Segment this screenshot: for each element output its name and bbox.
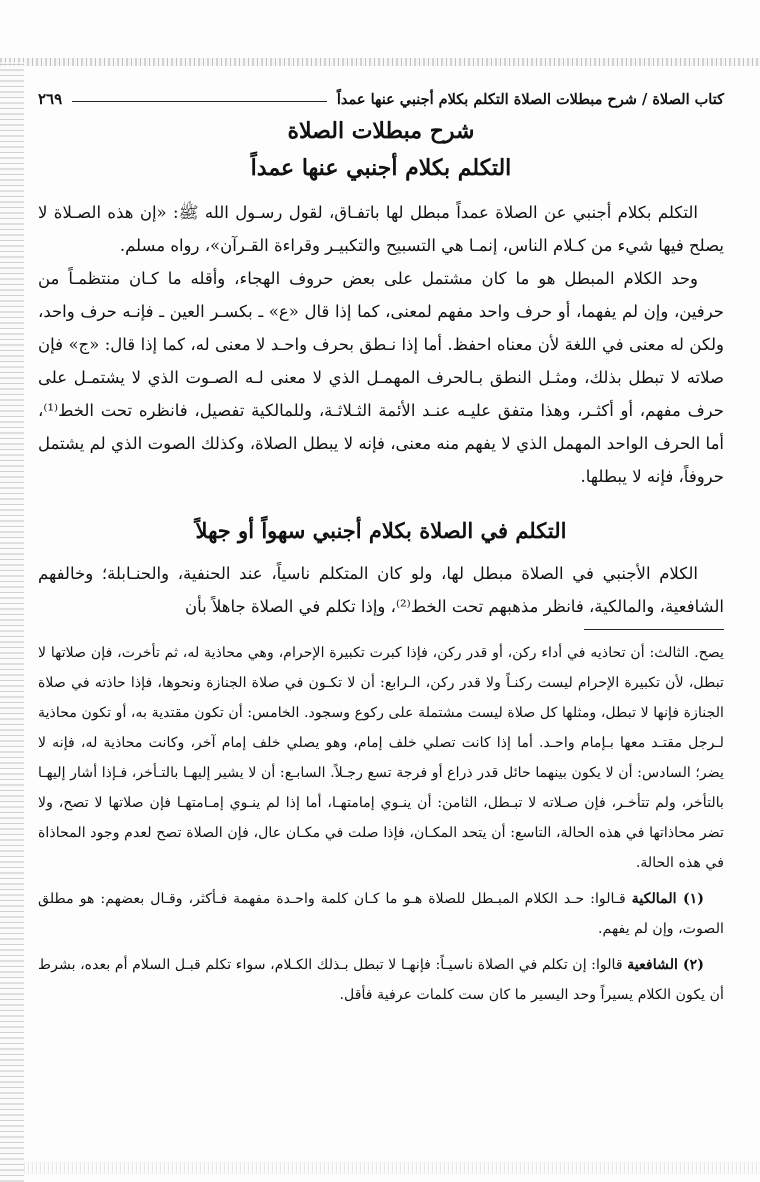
footnote-2-text: قالوا: إن تكلم في الصلاة ناسيـاً: فإنهـا لا تبطل بـذلك الكـلام، سواء تكلم قبـل السلام أم بعده، بشرط أن يكون الكلام يسيراً وحد اليسير ما كان ست كلمات عرفية فأقل. [38,957,724,1003]
book-page [38,78,724,1016]
page-number: ٢٦٩ [38,90,63,108]
footnote-1 [38,884,724,944]
running-head-rule [72,101,327,102]
body-paragraph: وحد الكلام المبطل هو ما كان مشتمل على بعض حروف الهجاء، وأقله ما كـان منتظمـاً من حرفين، وإن لم يفهما، أو حرف واحد مفهم لمعنى، كما إذا قال «ع» ـ بكسـر العين ـ فإنـه حرف واحد، ولكن له معنى في اللغة لأن معناه احفظ. أما إذا نـطق بحرف واحـد لا معنى له، كما إذا قال: «ج» فإن صلاته لا تبطل بذلك، ومثـل النطق بـالحرف المهمـل الذي لا معنى لـه الصـوت الذي لا يشتمـل على حرف مفهم، أو أكثـر، وهذا متفق عليـه عنـد الأئمة الثـلاثـة، وللمالكية تفصيل، فانظره تحت الخط⁽¹⁾، أما الحرف الواحد المهمل الذي لا يفهم منه معنى، فإنه لا يبطل الصلاة، وكذلك الصوت الذي لم يشتمل حروفاً، فإنه لا يبطلها. [38,269,724,486]
footnote-2 [38,950,724,1010]
footnote-divider [584,629,724,630]
footnote-continuation: يصح. الثالث: أن تحاذيه في أداء ركن، أو قدر ركن، فإذا كبرت تكبيرة الإحرام، وهي محاذية له، ثم تأخرت، فإن صلاتها لا تبطل، لأن تكبيرة الإحرام ليست ركنـاً ولا قدر ركن، الـرابع: أن لا تكـون في صلاة الجنازة ونحوها، فإذا حاذته في صلاة الجنازة فإنها لا تبطل، ومثلها كل صلاة ليست مشتملة على ركوع وسجود. الخامس: أن تكون مقتدية به، أو تكون محاذية لـرجل مقتـد معها بـإمام واحـد. أما إذا كانت تصلي خلف إمام، وهو يصلي خلف إمام آخر، وكانت محاذية له، فإنه لا يضر؛ السادس: أن لا يكون بينهما حائل قدر ذراع أو فرجة تسع رجـلاً. السابـع: أن لا يشير إليهـا بالتـأخر، فـإذا أشار إليهـا بالتأخر، ولم تتأخـر، فإن صـلاته لا تبـطل، الثامن: أن ينـوي إمامتهـا، أما إذا لم ينـوي إمـامتهـا فإن صلاتها لا تصح، ولا تضر محاذاتها في هذه الحالة، التاسع: أن يتحد المكـان، فإذا صلت في مكـان عال، فإن الصلاة تصح لعدم وجود المحاذاة في هذه الحالة. [38,645,724,871]
scan-edge-left [0,62,24,1182]
section-title: التكلم في الصلاة بكلام أجنبي سهواً أو جهلاً [195,518,567,543]
body-paragraph: التكلم بكلام أجنبي عن الصلاة عمداً مبطل لها باتفـاق، لقول رسـول الله ﷺ: «إن هذه الصـلاة لا يصلح فيها شيء من كـلام الناس، إنمـا هي التسبيح والتكبيـر وقراءة القـرآن»، رواه مسلم. [38,203,724,255]
footnote-1-text: قـالوا: حـد الكلام المبـطل للصلاة هـو ما كـان كلمة واحـدة مفهمة فـأكثر، وقـال بعضهم: هو مطلق الصوت، وإن لم يفهم. [38,891,724,937]
running-head [38,78,724,108]
running-head-title: كتاب الصلاة / شرح مبطلات الصلاة التكلم بكلام أجنبي عنها عمداً [336,91,724,108]
scan-edge-bottom [24,1162,760,1174]
chapter-title: شرح مبطلات الصلاة [287,118,475,144]
section-paragraph: الكلام الأجنبي في الصلاة مبطل لها، ولو كان المتكلم ناسياً، عند الحنفية، والحنـابلة؛ وخالفهم الشافعية، والمالكية، فانظر مذهبهم تحت الخط⁽²⁾، وإذا تكلم في الصلاة جاهلاً بأن [38,564,724,616]
footnote-2-label: (٢) الشافعية [627,957,704,973]
chapter-subtitle: التكلم بكلام أجنبي عنها عمداً [250,155,512,181]
footnote-1-label: (١) المالكية [631,891,704,907]
scan-edge-top [0,58,760,66]
